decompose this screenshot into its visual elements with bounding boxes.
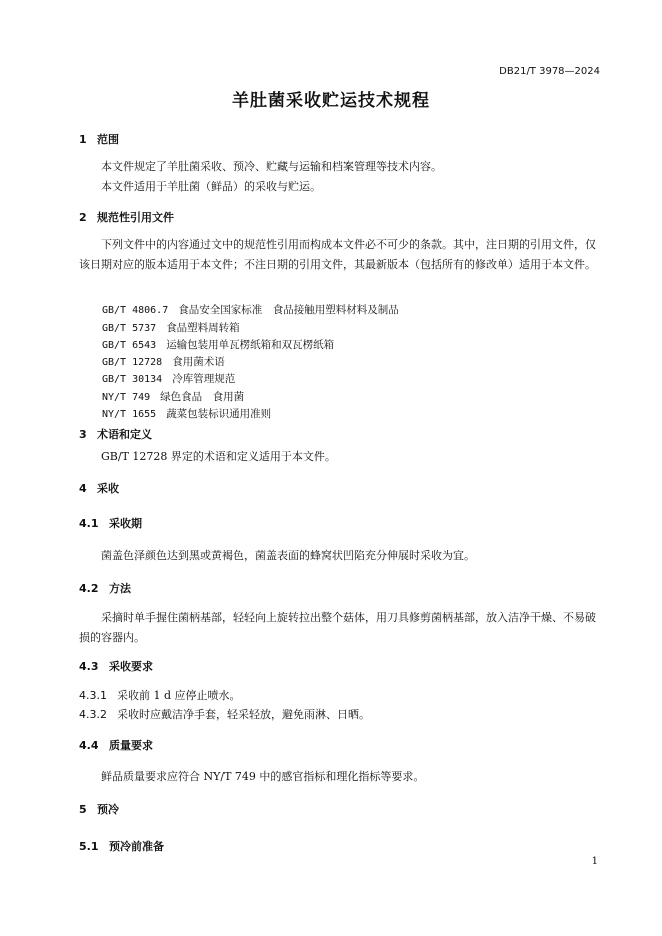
reference-item: GB/T 12728 食用菌术语 <box>102 356 225 368</box>
paragraph: 鲜品质量要求应符合 NY/T 749 中的感官指标和理化指标等要求。 <box>101 770 425 783</box>
clause-item: 4.3.1 采收前 1 d 应停止喷水。 <box>79 689 241 702</box>
reference-item: NY/T 749 绿色食品 食用菌 <box>102 391 245 403</box>
reference-item: GB/T 5737 食品塑料周转箱 <box>102 322 240 334</box>
section-title: 范围 <box>97 133 119 146</box>
section-number: 4.3 <box>79 660 99 673</box>
section-title: 方法 <box>109 582 131 595</box>
document-code: DB21/T 3978—2024 <box>499 66 600 77</box>
section-title: 预冷 <box>97 803 119 816</box>
subsection-4-4-heading <box>79 737 153 753</box>
document-title: 羊肚菌采收贮运技术规程 <box>232 91 430 111</box>
section-number: 4 <box>79 482 87 495</box>
section-title: 术语和定义 <box>97 428 152 441</box>
section-5-heading <box>79 801 119 817</box>
section-number: 4.1 <box>79 517 99 530</box>
section-title: 采收期 <box>109 517 142 530</box>
clause-item: 4.3.2 采收时应戴洁净手套，轻采轻放，避免雨淋、日晒。 <box>79 708 370 721</box>
page-number: 1 <box>591 856 598 867</box>
paragraph: 菌盖色泽颜色达到黑或黄褐色，菌盖表面的蜂窝状凹陷充分伸展时采收为宜。 <box>101 549 475 562</box>
section-number: 5 <box>79 803 87 816</box>
section-title: 采收要求 <box>109 660 153 673</box>
section-number: 4.2 <box>79 582 99 595</box>
section-number: 4.4 <box>79 739 99 752</box>
paragraph: GB/T 12728 界定的术语和定义适用于本文件。 <box>101 450 336 463</box>
section-title: 规范性引用文件 <box>97 211 174 224</box>
paragraph: 本文件规定了羊肚菌采收、预冷、贮藏与运输和档案管理等技术内容。 <box>101 160 442 173</box>
section-1-heading <box>79 131 119 147</box>
section-number: 5.1 <box>79 840 99 853</box>
subsection-4-2-heading <box>79 580 131 596</box>
paragraph: 采摘时单手握住菌柄基部，轻轻向上旋转拉出整个菇体，用刀具修剪菌柄基部，放入洁净干燥、不易破损的容器内。 <box>79 611 596 644</box>
subsection-5-1-heading <box>79 838 164 854</box>
reference-item: NY/T 1655 蔬菜包装标识通用准则 <box>102 408 272 420</box>
section-title: 质量要求 <box>109 739 153 752</box>
section-title: 采收 <box>97 482 119 495</box>
reference-item: GB/T 30134 冷库管理规范 <box>102 373 236 385</box>
section-number: 2 <box>79 211 87 224</box>
reference-item: GB/T 6543 运输包装用单瓦楞纸箱和双瓦楞纸箱 <box>102 339 335 351</box>
section-4-heading <box>79 480 119 496</box>
subsection-4-3-heading <box>79 658 153 674</box>
section-number: 3 <box>79 428 87 441</box>
paragraph: 下列文件中的内容通过文中的规范性引用而构成本文件必不可少的条款。其中，注日期的引用文件，仅该日期对应的版本适用于本文件；不注日期的引用文件，其最新版本（包括所有的修改单）适用于本文件。 <box>79 238 596 271</box>
section-title: 预冷前准备 <box>109 840 164 853</box>
section-3-heading <box>79 426 152 442</box>
section-2-heading <box>79 209 174 225</box>
subsection-4-1-heading <box>79 515 142 531</box>
section-number: 1 <box>79 133 87 146</box>
paragraph: 本文件适用于羊肚菌（鲜品）的采收与贮运。 <box>101 180 321 193</box>
reference-item: GB/T 4806.7 食品安全国家标准 食品接触用塑料材料及制品 <box>102 304 399 316</box>
